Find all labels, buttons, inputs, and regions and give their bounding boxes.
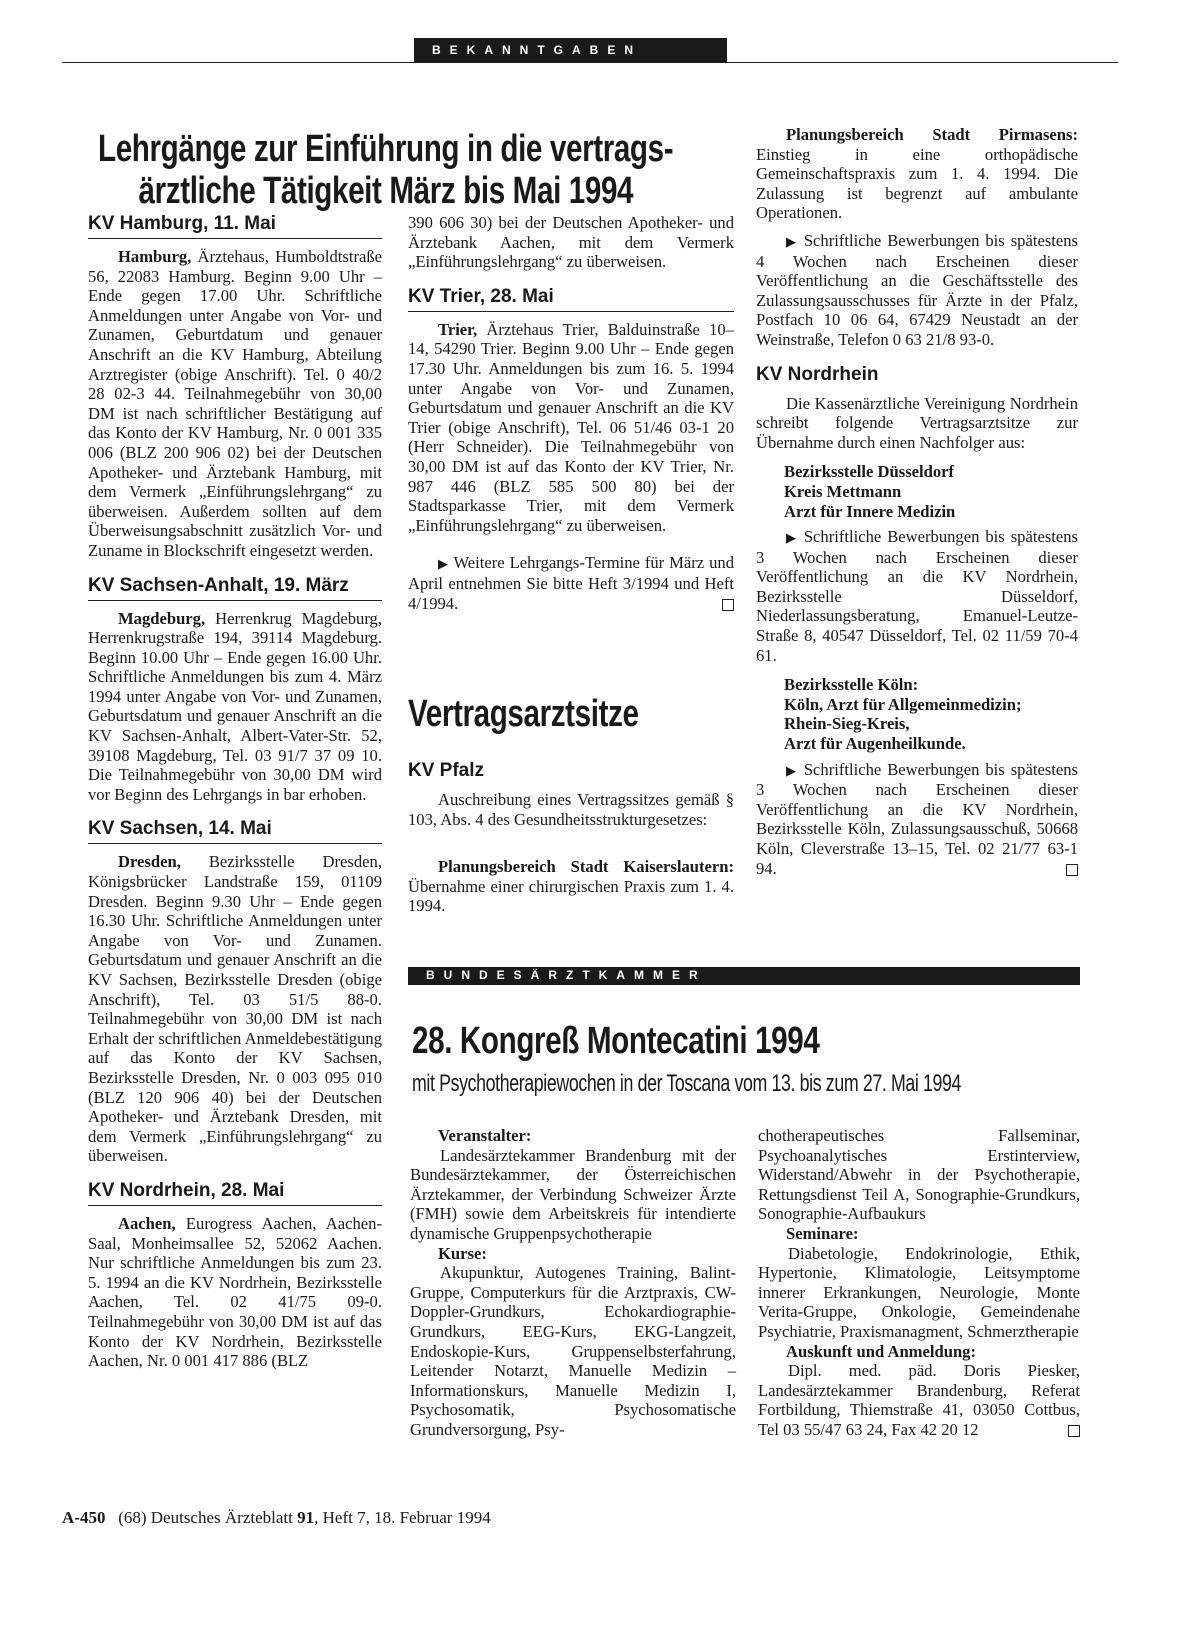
heading-kv-nordrhein-mai: KV Nordrhein, 28. Mai	[88, 1180, 382, 1206]
page-footer: A-450 (68) Deutsches Ärzteblatt 91, Heft 7, 18. Februar 1994	[62, 1508, 491, 1527]
article-title-vertragsarztsitze: Vertragsarztsitze	[408, 693, 639, 735]
paragraph-seminare: Diabetologie, Endokrinologie, Ethik, Hypertonie, Klimatologie, Leitsymptome innerer Erkrankungen, Neurologie, Monte Verita-Gruppe, Onkologie, Gemeindenahe Psychiatrie, Praxismanagment, Schmerztherapie	[758, 1243, 1080, 1341]
end-square-icon	[1068, 1425, 1080, 1437]
paragraph-note: ▶ Weitere Lehrgangs-Termine für März und April entnehmen Sie bitte Heft 3/1994 und Heft 4/1994.	[408, 553, 734, 613]
column-kongress-left	[410, 1126, 736, 1440]
triangle-bullet-icon: ▶	[786, 233, 798, 249]
paragraph-duesseldorf-apply: ▶ Schriftliche Bewerbungen bis spätestens 3 Wochen nach Erscheinen dieser Veröffentlichung an die KV Nordrhein, Bezirksstelle Düsseldorf, Niederlassungsberatung, Emanuel-Leutze-Straße 8, 40547 Düsseldorf, Tel. 02 11/59 70-4 61.	[756, 527, 1079, 665]
article-subtitle-kongress: mit Psychotherapiewochen in der Toscana vom 13. bis zum 27. Mai 1994	[412, 1070, 962, 1097]
triangle-bullet-icon: ▶	[786, 762, 798, 778]
paragraph-nordrhein-intro: Die Kassenärztliche Vereinigung Nordrhein schreibt folgende Vertragsarztsitze zur Übernahme durch einen Nachfolger aus:	[756, 393, 1078, 452]
paragraph-veranstalter: Landesärztekammer Brandenburg mit der Bundesärztekammer, der Österreichischen Ärztekammer, der Verbindung Schweizer Ärzte (FMH) sowie dem Arbeitskreis für intendierte dynamische Gruppenpsychotherapie	[410, 1145, 736, 1243]
triangle-bullet-icon: ▶	[438, 556, 449, 572]
heading-kv-hamburg: KV Hamburg, 11. Mai	[88, 213, 382, 239]
paragraph-pfalz-apply: ▶ Schriftliche Bewerbungen bis spätestens 4 Wochen nach Erscheinen dieser Veröffentlichung an die Geschäftsstelle des Zulassungsausschusses für Ärzte in der Pfalz, Postfach 10 06 64, 67429 Neustadt an der Weinstraße, Telefon 0 63 21/8 93-0.	[756, 230, 1079, 349]
label-auskunft: Auskunft und Anmeldung:	[786, 1341, 976, 1361]
paragraph-trier: Trier, Ärztehaus Trier, Balduinstraße 10–14, 54290 Trier. Beginn 9.00 Uhr – Ende gegen 17.30 Uhr. Anmeldungen bis zum 16. 5. 1994 unter Angabe von Vor- und Zunamen, Geburtsdatum und genauer Anschrift an die KV Trier (obige Anschrift), Tel. 06 51/46 03-1 20 (Herr Schneider). Die Teilnahmegebühr von 30,00 DM ist auf das Konto der KV Trier, Nr. 987 446 (BLZ 585 500 80) bei der Stadtsparkasse Trier, mit dem Vermerk „Einführungslehrgang“ zu überweisen.	[408, 319, 734, 535]
end-square-icon	[1066, 864, 1078, 876]
heading-kv-nordrhein: KV Nordrhein	[756, 363, 879, 385]
label-kurse: Kurse:	[438, 1243, 487, 1263]
paragraph-kurse: Akupunktur, Autogenes Training, Balint-Gruppe, Computerkurs für die Arztpraxis, CW-Doppler-Grundkurs, Echokardiographie-Grundkurs, EEG-Kurs, EKG-Langzeit, Endoskopie-Kurs, Gruppenselbsterfahrung, Leitender Notarzt, Manuelle Medizin – Informationskurs, Manuelle Medizin I, Psychosomatik, Psychosomatische Grundversorgung, Psy-	[410, 1263, 736, 1439]
page-number: A-450	[62, 1508, 106, 1527]
column-middle	[408, 213, 734, 613]
triangle-bullet-icon: ▶	[786, 530, 798, 546]
paragraph-koeln-apply: ▶ Schriftliche Bewerbungen bis spätestens 3 Wochen nach Erscheinen dieser Veröffentlichung an die KV Nordrhein, Bezirksstelle Köln, Zulassungsausschuß, 50668 Köln, Cleverstraße 13–15, Tel. 02 21/77 63-1 94.	[756, 759, 1079, 878]
paragraph-auskunft: Dipl. med. päd. Doris Piesker, Landesärztekammer Brandenburg, Referat Fortbildung, Thiemstraße 41, 03050 Cottbus, Tel 03 55/47 63 24, Fax 42 20 12	[758, 1361, 1080, 1439]
paragraph-sachsen: Dresden, Bezirksstelle Dresden, Königsbrücker Landstraße 159, 01109 Dresden. Beginn 9.30 Uhr – Ende gegen 16.30 Uhr. Schriftliche Anmeldungen unter Angabe von Vor- und Zunamen. Geburtsdatum und genauer Anschrift an die KV Sachsen, Bezirksstelle Dresden (obige Anschrift), Tel. 03 51/5 88-0. Teilnahmegebühr von 30,00 DM ist nach Erhalt der schriftlichen Anmeldebestätigung auf das Konto der KV Sachsen, Bezirksstelle Dresden, Nr. 0 003 095 010 (BLZ 120 906 40) bei der Deutschen Apotheker- und Ärztebank Dresden, mit dem Vermerk „Einführungslehrgang“ zu überweisen.	[88, 852, 382, 1166]
heading-kv-trier: KV Trier, 28. Mai	[408, 286, 734, 312]
paragraph-kaiserslautern: Planungsbereich Stadt Kaiserslautern: Übernahme einer chirurgischen Praxis zum 1. 4. 1994.	[408, 857, 734, 916]
article-title-kongress: 28. Kongreß Montecatini 1994	[412, 1020, 820, 1062]
heading-kv-sachsen: KV Sachsen, 14. Mai	[88, 818, 382, 844]
paragraph-nordrhein-continued: 390 606 30) bei der Deutschen Apotheker- und Ärztebank Aachen, mit dem Vermerk „Einführungslehrgang“ zu überweisen.	[408, 213, 734, 272]
block-duesseldorf: Bezirksstelle Düsseldorf Kreis Mettmann Arzt für Innere Medizin	[784, 462, 956, 521]
heading-kv-sachsen-anhalt: KV Sachsen-Anhalt, 19. März	[88, 575, 382, 601]
end-square-icon	[722, 599, 734, 611]
column-middle-lower	[408, 760, 734, 916]
paragraph-pfalz-intro: Auschreibung eines Vertragssitzes gemäß § 103, Abs. 4 des Gesundheitsstrukturgesetzes:	[408, 790, 734, 829]
column-kongress-right	[758, 1126, 1080, 1440]
paragraph-hamburg: Hamburg, Ärztehaus, Humboldtstraße 56, 22083 Hamburg. Beginn 9.00 Uhr – Ende gegen 17.00 Uhr. Schriftliche Anmeldungen unter Angabe von Vor- und Zunamen, Geburtdatum und genauer Anschrift an die KV Hamburg, Abteilung Arztregister (obige Anschrift). Tel. 0 40/2 28 02-3 44. Teilnahmegebühr von 30,00 DM ist nach schriftlicher Bestätigung auf das Konto der KV Hamburg, Nr. 0 001 335 006 (BLZ 200 906 02) bei der Deutschen Apotheker- und Ärztebank Hamburg, mit dem Vermerk „Einführungslehrgang“ zu überweisen. Außerdem sollten auf dem Überweisungsabschnitt zusätzlich Vor- und Zuname in Blockschrift eingesetzt werden.	[88, 247, 382, 560]
section-label-bundesaerztekammer: BUNDESÄRZTKAMMER	[408, 967, 1080, 985]
block-koeln: Bezirksstelle Köln: Köln, Arzt für Allgemeinmedizin; Rhein-Sieg-Kreis, Arzt für Augenheilkunde.	[784, 675, 1022, 754]
label-seminare: Seminare:	[786, 1223, 859, 1243]
paragraph-sachsen-anhalt: Magdeburg, Herrenkrug Magdeburg, Herrenkrugstraße 194, 39114 Magdeburg. Beginn 10.00 Uhr – Ende gegen 16.00 Uhr. Schriftliche Anmeldungen bis zum 4. März 1994 unter Angabe von Vor- und Zunamen, Geburtsdatum und genauer Anschrift an die KV Sachsen-Anhalt, Albert-Vater-Str. 52, 39108 Magdeburg, Tel. 03 91/7 37 09 10. Die Teilnahmegebühr von 30,00 DM wird vor Beginn des Lehrgangs in bar erhoben.	[88, 608, 382, 804]
paragraph-kurse-continued: chotherapeutisches Fallseminar, Psychoanalytisches Erstinterview, Widerstand/Abwehr in der Psychotherapie, Rettungsdienst Teil A, Sonographie-Grundkurs, Sonographie-Aufbaukurs	[758, 1126, 1080, 1224]
paragraph-nordrhein-aachen: Aachen, Eurogress Aachen, Aachen-Saal, Monheimsallee 52, 52062 Aachen. Nur schriftliche Anmeldungen bis zum 23. 5. 1994 an die KV Nordrhein, Bezirksstelle Aachen, Tel. 02 41/75 09-0. Teilnahmegebühr von 30,00 DM ist auf das Konto der KV Nordrhein, Bezirksstelle Aachen, Nr. 0 001 417 886 (BLZ	[88, 1213, 382, 1371]
section-label-bekanntgaben: BEKANNTGABEN	[414, 38, 727, 63]
paragraph-pirmasens: Planungsbereich Stadt Pirmasens: Einstieg in eine orthopädische Gemeinschaftspraxis zum 1. 4. 1994. Die Zulassung ist begrenzt auf ambulante Operationen.	[756, 125, 1078, 223]
heading-kv-pfalz: KV Pfalz	[408, 760, 485, 781]
label-veranstalter: Veranstalter:	[438, 1126, 532, 1145]
article-title-lehrgaenge: Lehrgänge zur Einführung in die vertrags- ärztliche Tätigkeit März bis Mai 1994	[98, 128, 674, 212]
column-left	[88, 213, 382, 1371]
column-right	[756, 125, 1078, 878]
